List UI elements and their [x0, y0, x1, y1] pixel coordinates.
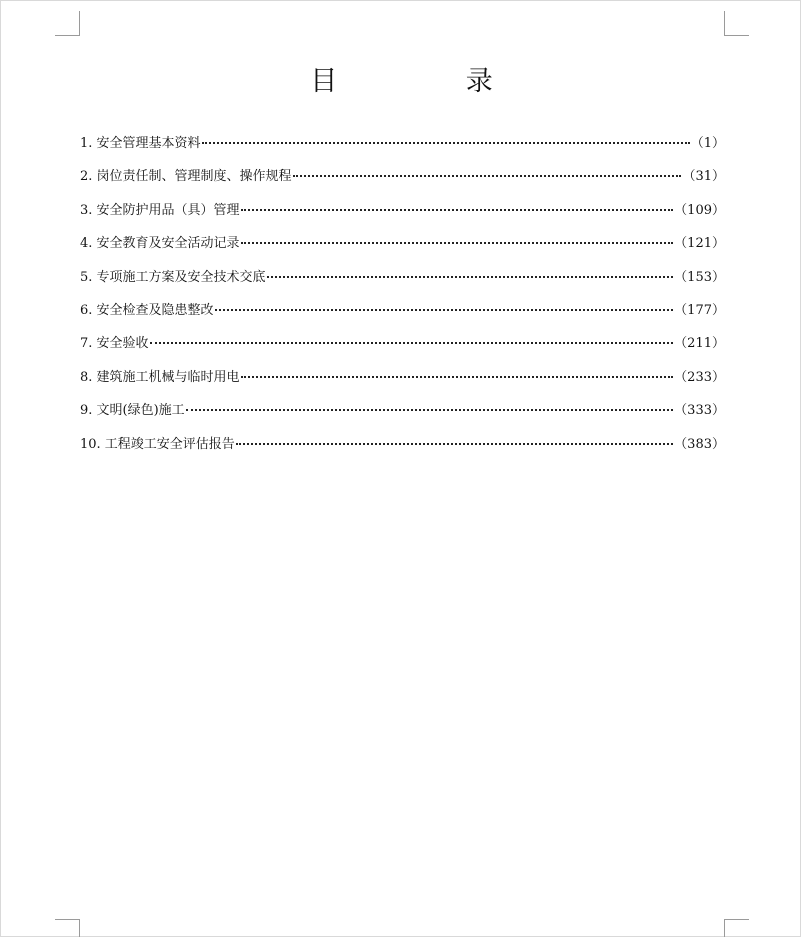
toc-entry[interactable]: [80, 433, 725, 466]
toc-entry-label: 3. 安全防护用品（具）管理: [80, 202, 240, 218]
crop-mark-bottom-left: [55, 919, 80, 937]
toc-leader-dots: [241, 208, 674, 211]
toc-leader-dots: [236, 442, 673, 445]
toc-leader-dots: [186, 408, 673, 411]
toc-entry-page: （383）: [674, 436, 725, 452]
toc-entry[interactable]: [80, 132, 725, 165]
table-of-contents: [80, 132, 725, 466]
toc-entry-page: （153）: [674, 269, 725, 285]
toc-entry-label: 7. 安全验收: [80, 336, 149, 352]
toc-entry[interactable]: [80, 165, 725, 198]
toc-entry-label: 4. 安全教育及安全活动记录: [80, 236, 240, 252]
toc-entry[interactable]: [80, 366, 725, 399]
toc-entry-label: 9. 文明(绿色)施工: [80, 403, 185, 419]
toc-entry-page: （211）: [674, 336, 725, 352]
toc-entry[interactable]: [80, 332, 725, 365]
toc-entry-label: 6. 安全检查及隐患整改: [80, 302, 214, 318]
toc-entry-label: 8. 建筑施工机械与临时用电: [80, 369, 240, 385]
toc-entry-page: （109）: [674, 202, 725, 218]
toc-entry[interactable]: [80, 299, 725, 332]
toc-entry-label: 10. 工程竣工安全评估报告: [80, 436, 235, 452]
page-title: 目 录: [310, 66, 553, 97]
toc-entry[interactable]: [80, 266, 725, 299]
toc-leader-dots: [293, 174, 682, 177]
crop-mark-top-right: [724, 11, 749, 36]
crop-mark-bottom-right: [724, 919, 749, 937]
toc-entry[interactable]: [80, 399, 725, 432]
toc-leader-dots: [215, 308, 674, 311]
toc-leader-dots: [267, 275, 674, 278]
toc-entry-page: （233）: [674, 369, 725, 385]
toc-entry[interactable]: [80, 232, 725, 265]
toc-entry-label: 2. 岗位责任制、管理制度、操作规程: [80, 169, 292, 185]
toc-entry-page: （1）: [690, 136, 725, 151]
toc-entry-page: （333）: [674, 403, 725, 419]
toc-entry-label: 1. 安全管理基本资料: [80, 136, 201, 151]
toc-entry-page: （121）: [674, 236, 725, 252]
toc-entry-page: （177）: [674, 302, 725, 318]
toc-entry-page: （31）: [682, 169, 725, 185]
crop-mark-top-left: [55, 11, 80, 36]
toc-leader-dots: [202, 141, 690, 144]
toc-leader-dots: [150, 341, 674, 344]
toc-entry-label: 5. 专项施工方案及安全技术交底: [80, 269, 266, 285]
toc-leader-dots: [241, 375, 674, 378]
toc-leader-dots: [241, 241, 674, 244]
toc-entry[interactable]: [80, 199, 725, 232]
